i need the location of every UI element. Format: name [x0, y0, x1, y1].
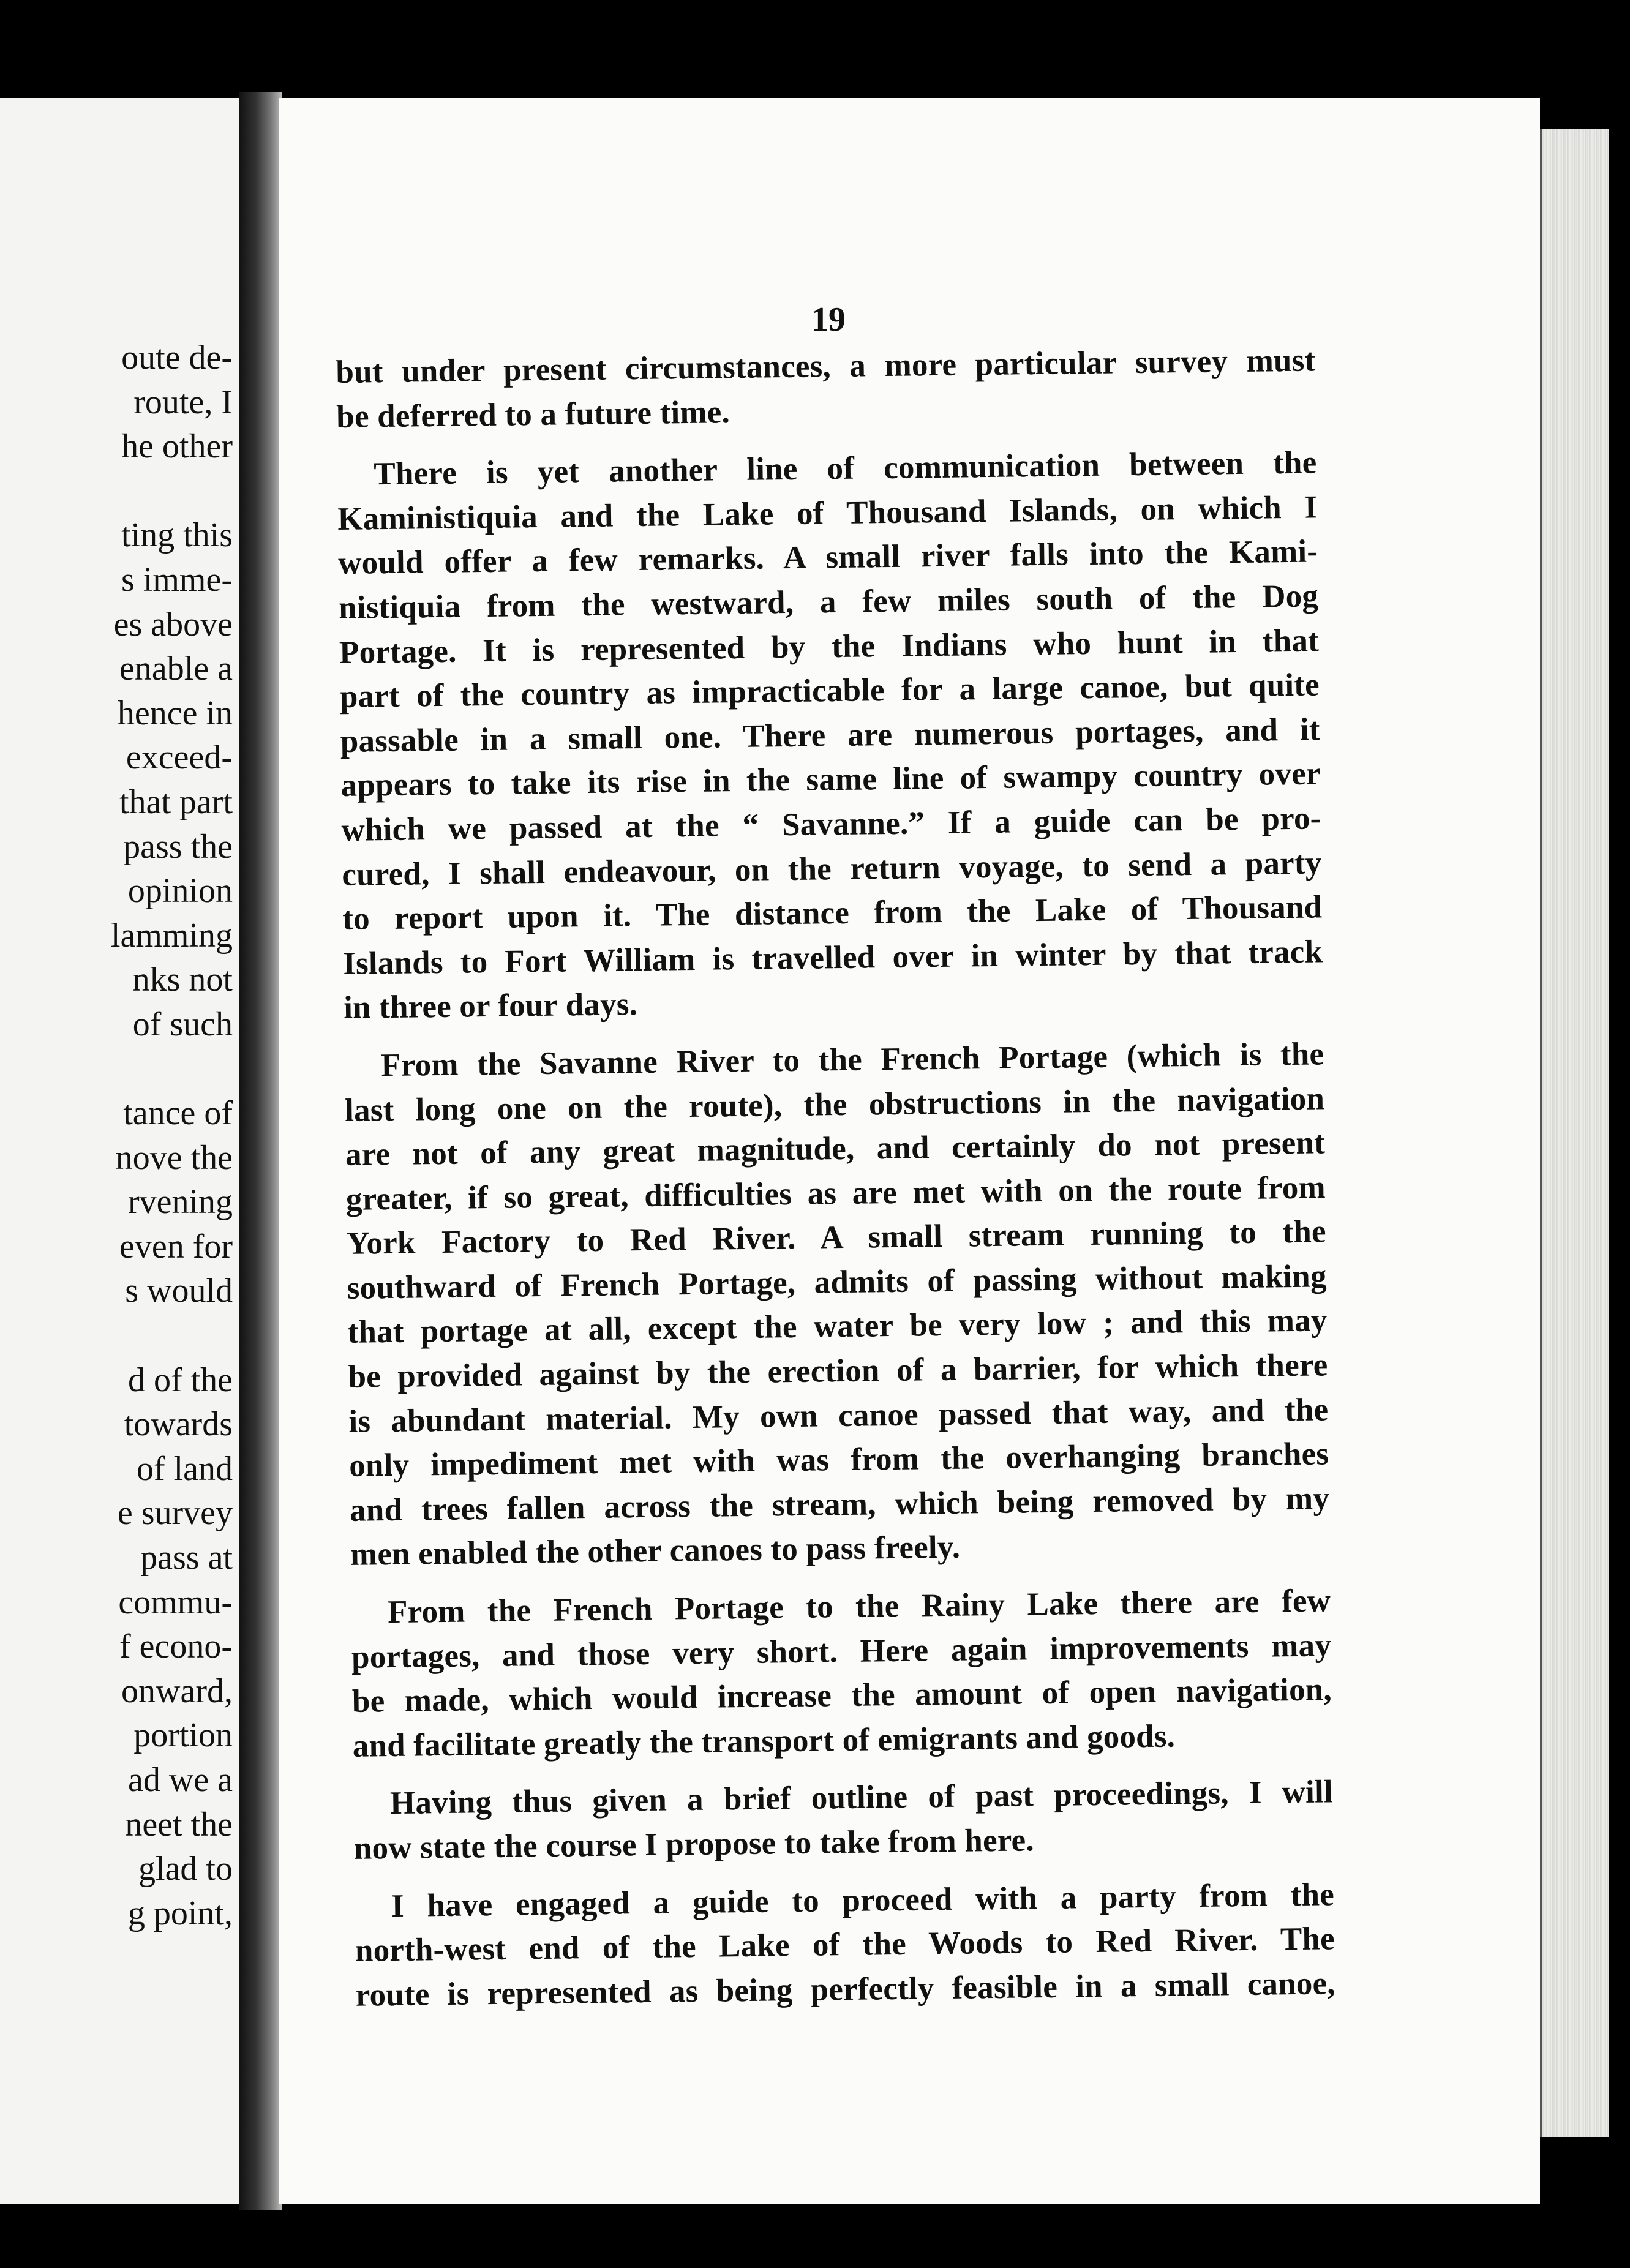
- text-line: I have engaged a guide to proceed with a party from the: [391, 1876, 1335, 1924]
- previous-page-line: that part: [119, 783, 233, 821]
- paragraph: [353, 1770, 1334, 1871]
- text-line: York Factory to Red River. A small stream running to the: [346, 1214, 1327, 1262]
- previous-page-line: he other: [121, 427, 233, 466]
- text-line: to report upon it. The distance from the Lake of Thousand: [342, 889, 1323, 937]
- text-line: passable in a small one. There are numerous portages, and it: [340, 712, 1321, 759]
- previous-page-line: portion: [133, 1716, 233, 1755]
- previous-page-text: [0, 336, 233, 1936]
- paragraph: [355, 1872, 1336, 2018]
- text-line: greater, if so great, difficulties as are met with on the route from: [345, 1170, 1326, 1217]
- paragraph: [344, 1032, 1331, 1577]
- text-line: and facilitate greatly the transport of emigrants and goods.: [352, 1718, 1176, 1764]
- previous-page-line: [0, 1313, 233, 1358]
- previous-page-line: g point,: [127, 1894, 233, 1932]
- paragraph: [351, 1579, 1332, 1768]
- previous-page-line: lamming: [110, 916, 233, 955]
- previous-page-line: even for: [119, 1227, 233, 1266]
- text-line: last long one on the route), the obstructions in the navigation: [344, 1080, 1325, 1128]
- text-line: and trees fallen across the stream, which being removed by my: [349, 1481, 1330, 1528]
- previous-page-line: opinion: [127, 872, 233, 911]
- previous-page-line: commu-: [118, 1583, 233, 1621]
- previous-page-line: oute de-: [121, 339, 233, 377]
- text-line: From the Savanne River to the French Portage (which is the: [380, 1036, 1324, 1084]
- previous-page-line: route, I: [133, 383, 233, 421]
- previous-page-line: tance of: [123, 1094, 233, 1133]
- text-line: There is yet another line of communication between the: [374, 445, 1317, 492]
- text-line: route is represented as being perfectly feasible in a small canoe,: [355, 1966, 1336, 2013]
- previous-page-line: s would: [125, 1272, 233, 1310]
- previous-page-line: [0, 1047, 233, 1092]
- book-gutter-shadow: [239, 92, 282, 2210]
- page-edges-stack: [1540, 129, 1609, 2137]
- text-line: Having thus given a brief outline of past proceedings, I will: [389, 1774, 1334, 1822]
- previous-page-fragment: [0, 98, 239, 2204]
- page-body-text: [336, 338, 1335, 2018]
- previous-page-line: nove the: [115, 1138, 233, 1177]
- text-line: be deferred to a future time.: [336, 394, 730, 435]
- previous-page-line: hence in: [117, 694, 233, 732]
- text-line: Portage. It is represented by the Indians who hunt in that: [339, 622, 1320, 670]
- page-number: 19: [811, 301, 846, 339]
- previous-page-line: enable a: [119, 650, 233, 688]
- previous-page-line: ting this: [121, 516, 233, 555]
- previous-page-line: neet the: [125, 1805, 233, 1844]
- text-line: Islands to Fort William is travelled over in winter by that track: [342, 934, 1323, 982]
- text-line: now state the course I propose to take from here.: [353, 1822, 1035, 1866]
- text-line: be made, which would increase the amount of open navigation,: [351, 1672, 1332, 1720]
- previous-page-line: exceed-: [126, 738, 233, 777]
- text-line: but under present circumstances, a more particular survey must: [336, 342, 1316, 390]
- previous-page-line: d of the: [127, 1361, 233, 1399]
- previous-page-line: nks not: [132, 961, 233, 999]
- text-line: that portage at all, except the water be very low ; and this may: [347, 1302, 1328, 1351]
- previous-page-line: glad to: [138, 1850, 233, 1888]
- text-line: only impediment met with was from the overhanging branches: [348, 1436, 1329, 1484]
- previous-page-line: of land: [136, 1449, 233, 1488]
- previous-page-line: pass the: [123, 827, 233, 866]
- previous-page-line: ad we a: [127, 1761, 233, 1799]
- text-line: is abundant material. My own canoe passed that way, and the: [348, 1391, 1329, 1440]
- text-line: appears to take its rise in the same line of swampy country over: [340, 756, 1321, 804]
- text-line: Kaministiquia and the Lake of Thousand Islands, on which I: [337, 489, 1318, 537]
- text-line: would offer a few remarks. A small river falls into the Kami-: [337, 533, 1318, 582]
- text-line: are not of any great magnitude, and certainly do not present: [345, 1125, 1326, 1173]
- previous-page-line: e survey: [117, 1494, 233, 1533]
- text-line: part of the country as impracticable for a large canoe, but quite: [339, 667, 1320, 715]
- text-line: be provided against by the erection of a barrier, for which there: [348, 1347, 1328, 1395]
- text-line: which we passed at the “ Savanne.” If a guide can be pro-: [341, 800, 1321, 848]
- paragraph: [337, 441, 1323, 1031]
- text-line: nistiquia from the westward, a few miles south of the Dog: [338, 578, 1319, 626]
- text-line: southward of French Portage, admits of passing without making: [347, 1258, 1327, 1306]
- previous-page-line: s imme-: [121, 560, 233, 599]
- paragraph: [336, 338, 1316, 439]
- previous-page-line: of such: [132, 1005, 233, 1043]
- text-line: north-west end of the Lake of the Woods to Red River. The: [355, 1921, 1335, 1969]
- text-line: in three or four days.: [343, 986, 638, 1026]
- previous-page-line: pass at: [140, 1539, 233, 1577]
- previous-page-line: es above: [113, 605, 233, 644]
- text-line: From the French Portage to the Rainy Lake there are few: [387, 1583, 1331, 1631]
- text-line: cured, I shall endeavour, on the return voyage, to send a party: [342, 844, 1322, 893]
- previous-page-line: towards: [124, 1405, 233, 1444]
- text-line: portages, and those very short. Here again improvements may: [351, 1627, 1332, 1675]
- text-line: men enabled the other canoes to pass freely.: [350, 1530, 961, 1573]
- previous-page-line: [0, 469, 233, 514]
- previous-page-line: onward,: [121, 1672, 233, 1710]
- previous-page-line: rvening: [127, 1183, 233, 1222]
- previous-page-line: f econo-: [119, 1628, 233, 1666]
